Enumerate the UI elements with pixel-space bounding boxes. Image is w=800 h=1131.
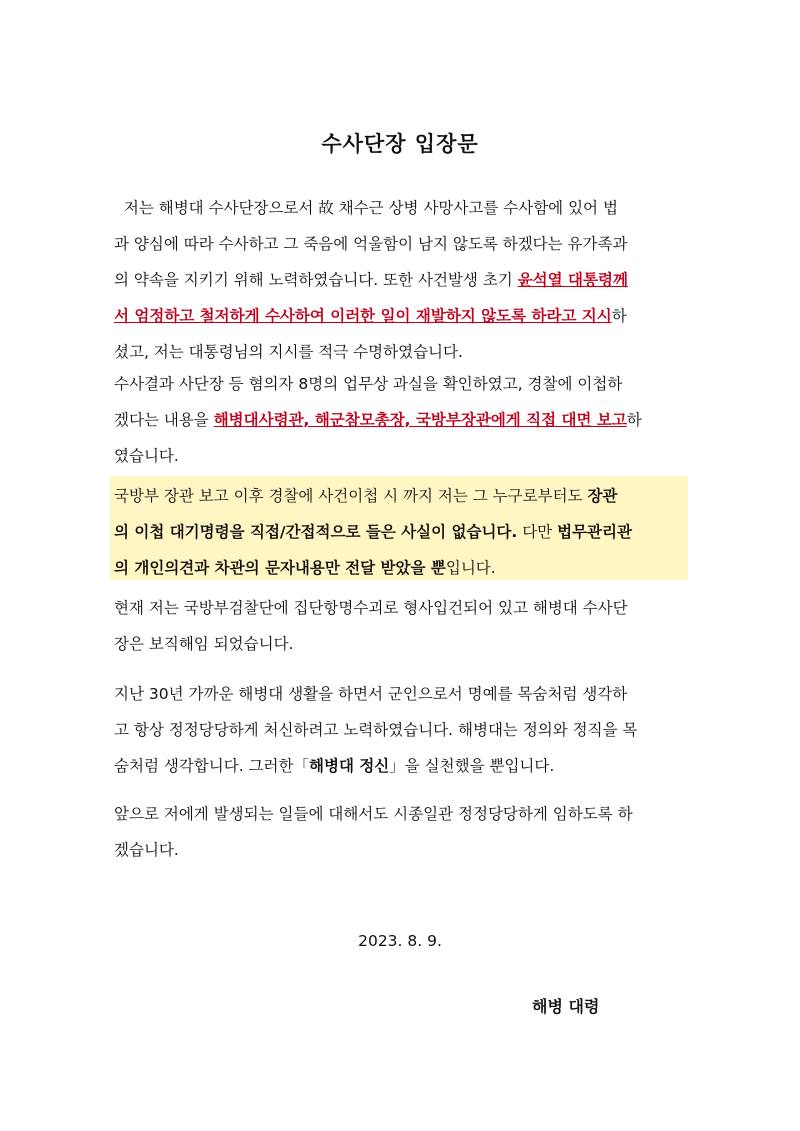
paragraph-5 — [114, 676, 686, 784]
p4-line-2: 장은 보직해임 되었습니다. — [114, 635, 294, 653]
p1-line-3-text: 의 약속을 지키기 위해 노력하였습니다. 또한 사건발생 초기 — [114, 271, 518, 289]
p3-line-3-text: 입니다. — [445, 559, 496, 577]
p2-line-1: 수사결과 사단장 등 혐의자 8명의 업무상 과실을 확인하였고, 경찰에 이첩하 — [114, 375, 623, 393]
p3-bold-4: 의 개인의견과 차관의 문자내용만 전달 받았을 뿐 — [114, 559, 446, 577]
p6-line-1: 앞으로 저에게 발생되는 일들에 대해서도 시종일관 정정당당하게 임하도록 하 — [114, 805, 633, 823]
p5-line-3-text: 숨처럼 생각합니다. 그러한「 — [114, 757, 309, 775]
p1-line-3 — [114, 262, 686, 298]
p3-bold-3: 법무관리관 — [557, 523, 632, 541]
p3-line-1 — [114, 478, 686, 514]
p3-line-2 — [114, 514, 686, 550]
page-title: 수사단장 입장문 — [321, 132, 479, 156]
p5-line-3-tail: 」을 실천했을 뿐입니다. — [389, 757, 555, 775]
p5-line-2: 고 항상 정정당당하게 처신하려고 노력하였습니다. 해병대는 정의와 정직을 목 — [114, 721, 638, 739]
document-date: 2023. 8. 9. — [358, 932, 442, 950]
p5-line-1: 지난 30년 가까운 해병대 생활을 하면서 군인으로서 명예를 목숨처럼 생각하 — [114, 685, 628, 703]
p1-emphasis-2: 서 엄정하고 철저하게 수사하여 이러한 일이 재발하지 않도록 하라고 지시 — [114, 307, 612, 325]
signature: 해병 대령 — [532, 997, 600, 1016]
p1-line-2: 과 양심에 따라 수사하고 그 죽음에 억울함이 남지 않도록 하겠다는 유가족과 — [114, 235, 628, 253]
p1-line-5: 셨고, 저는 대통령님의 지시를 적극 수명하였습니다. — [114, 343, 463, 361]
p5-bold: 해병대 정신 — [309, 757, 390, 775]
p2-line-3: 였습니다. — [114, 447, 179, 465]
paragraph-1 — [114, 190, 686, 370]
paragraph-3 — [114, 478, 686, 586]
p5-line-3 — [114, 748, 686, 784]
p4-line-1: 현재 저는 국방부검찰단에 집단항명수괴로 형사입건되어 있고 해병대 수사단 — [114, 599, 628, 617]
p3-line-2-text: 다만 — [517, 523, 558, 541]
p1-emphasis-1: 윤석열 대통령께 — [517, 271, 628, 289]
p3-bold-1: 장관 — [587, 487, 618, 505]
paragraph-6 — [114, 796, 686, 868]
paragraph-2 — [114, 366, 686, 474]
p2-line-2 — [114, 402, 686, 438]
p2-emphasis: 해병대사령관, 해군참모총장, 국방부장관에게 직접 대면 보고 — [213, 411, 627, 429]
p1-line-4 — [114, 298, 686, 334]
p2-line-2-tail: 하 — [626, 411, 642, 429]
p3-line-1-text: 국방부 장관 보고 이후 경찰에 사건이첩 시 까지 저는 그 누구로부터도 — [114, 487, 588, 505]
p3-bold-2: 의 이첩 대기명령을 직접/간접적으로 들은 사실이 없습니다. — [114, 523, 518, 541]
p1-line-4-tail: 하 — [611, 307, 627, 325]
paragraph-4 — [114, 590, 686, 662]
p1-line-1: 저는 해병대 수사단장으로서 故 채수근 상병 사망사고를 수사함에 있어 법 — [114, 199, 618, 217]
p3-line-3 — [114, 550, 686, 586]
p6-line-2: 겠습니다. — [114, 841, 179, 859]
p2-line-2-text: 겠다는 내용을 — [114, 411, 214, 429]
